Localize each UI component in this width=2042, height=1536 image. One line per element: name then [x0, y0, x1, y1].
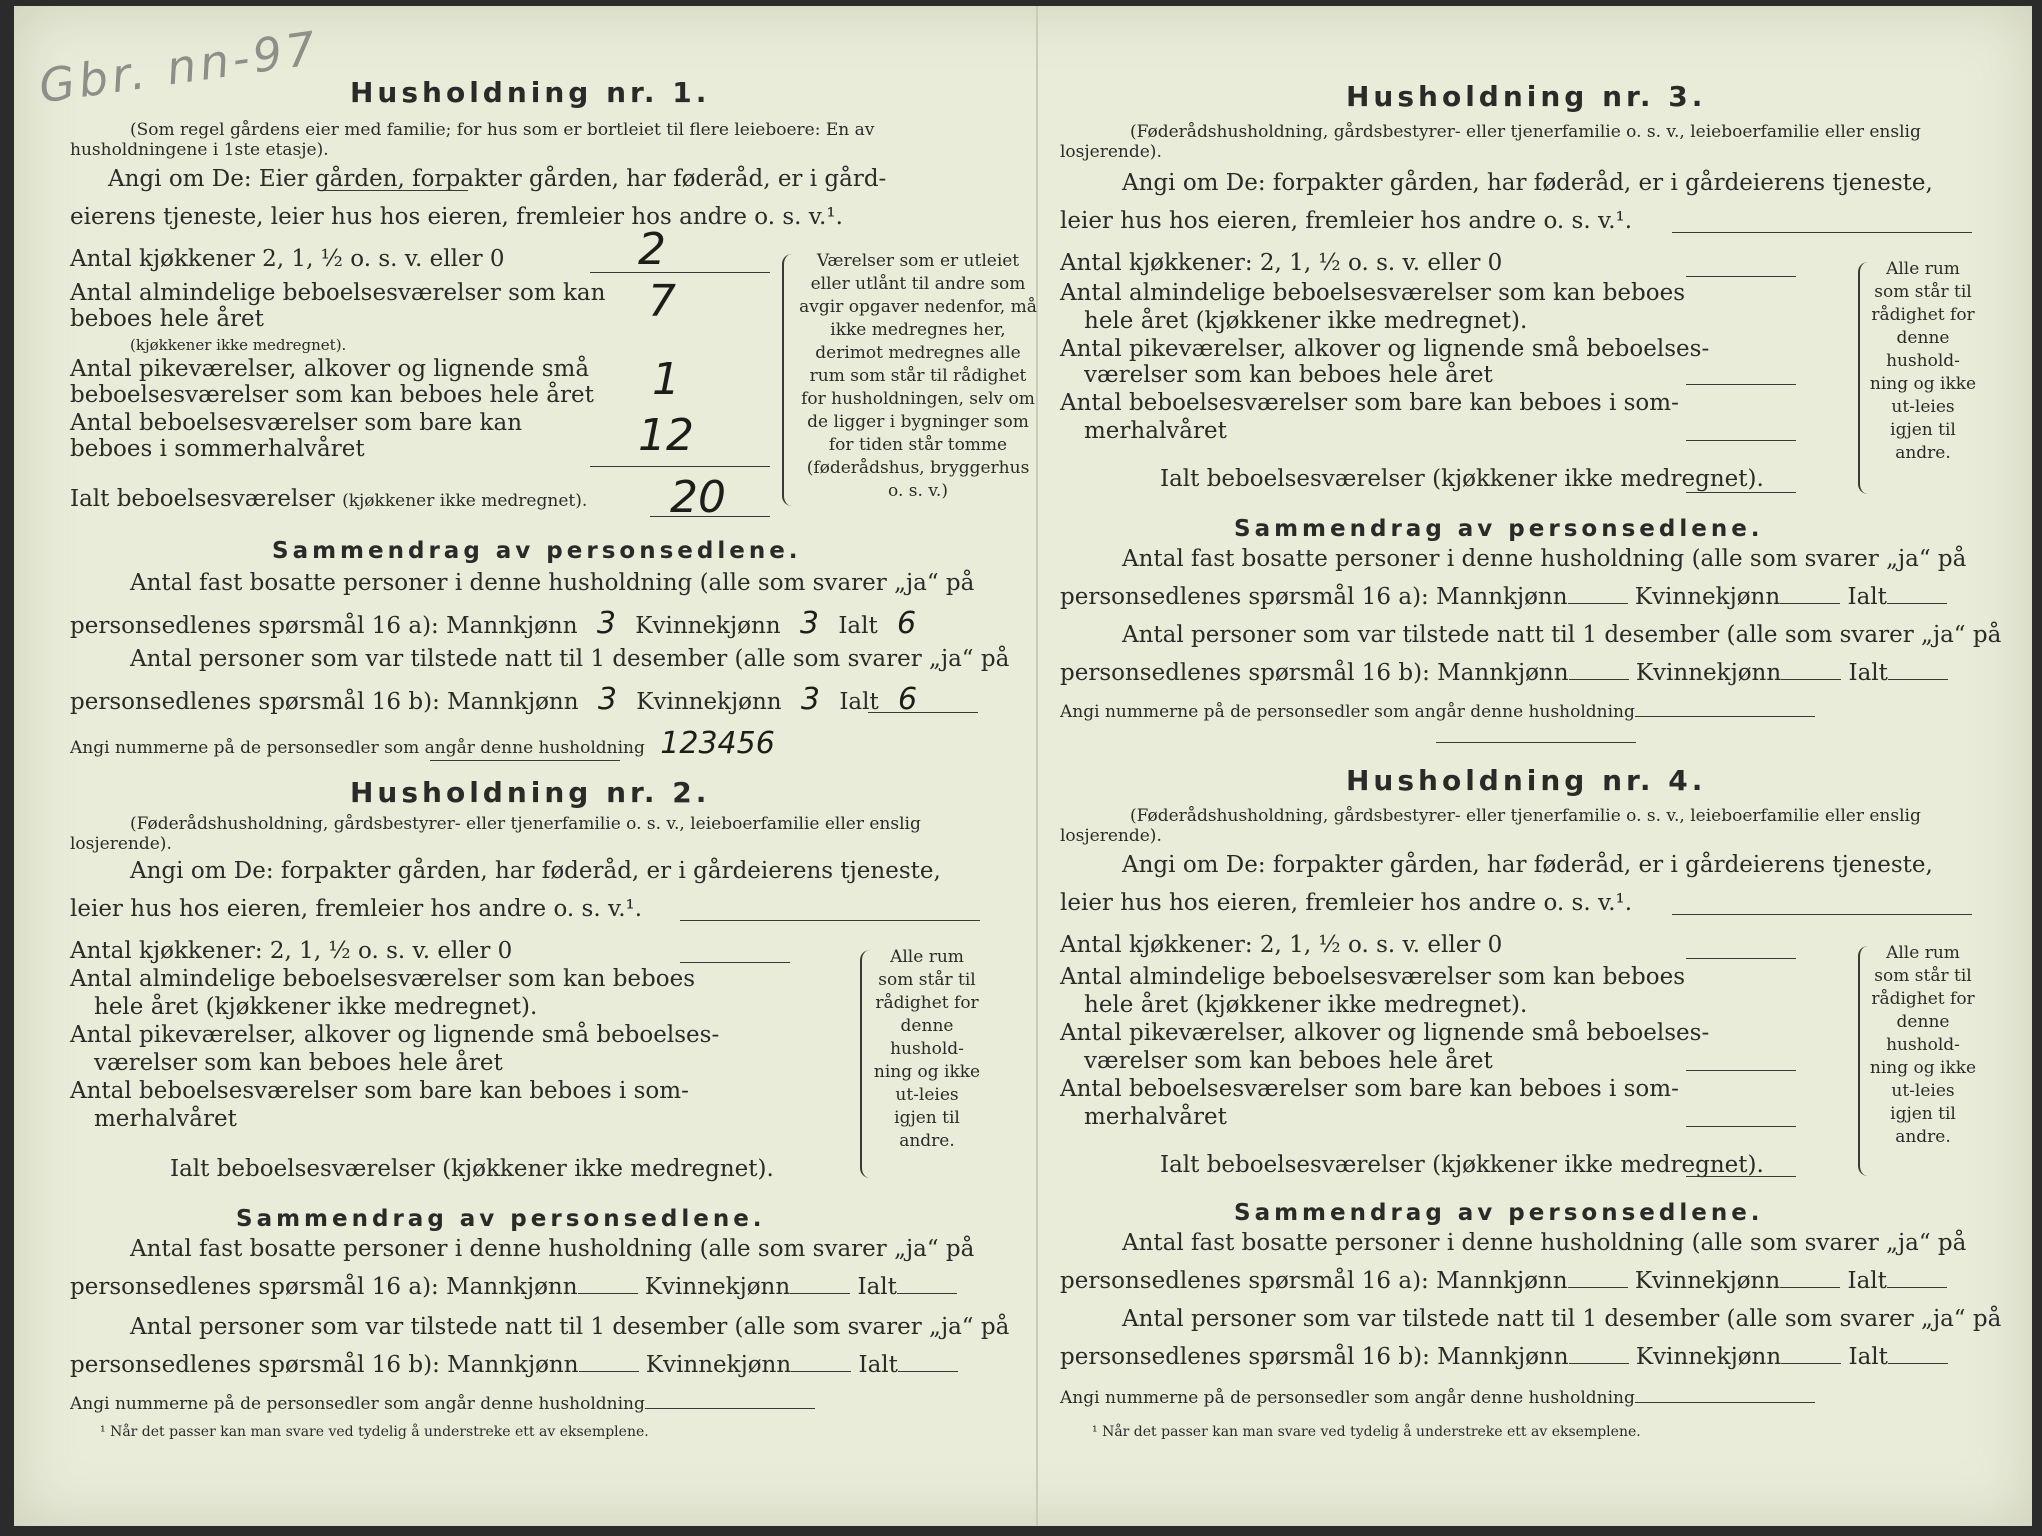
h4-summer-rooms-a: Antal beboelsesværelser som bare kan beboes i som- — [1060, 1076, 1679, 1102]
h4-ordinary-rooms-b: hele året (kjøkkener ikke medregnet). — [1084, 992, 1528, 1018]
h1-fast-line-2: personsedlenes spørsmål 16 a): Mannkjønn 3 Kvinnekjønn 3 Ialt 6 — [70, 606, 917, 641]
h1-total-rooms-label: Ialt beboelsesværelser (kjøkkener ikke medregnet). — [70, 486, 588, 512]
h4-kitchens-label: Antal kjøkkener: 2, 1, ½ o. s. v. eller 0 — [1060, 932, 1503, 958]
h1-total-rooms-value: 20 — [670, 472, 726, 523]
h2-total-rooms: Ialt beboelsesværelser (kjøkkener ikke medregnet). — [170, 1156, 774, 1182]
h1-ordinary-rooms-value: 7 — [648, 276, 676, 327]
h2-small-rooms-b: værelser som kan beboes hele året — [94, 1050, 503, 1076]
h2-summary-title: Sammendrag av personsedlene. — [236, 1206, 766, 1232]
h4-side-note: Alle rum som står til rådighet for denne hushold-ning og ikke ut-leies igjen til andre. — [1869, 943, 1977, 1147]
h4-present-line-2: personsedlenes spørsmål 16 b): Mannkjønn Kvinnekjønn Ialt — [1060, 1344, 1948, 1370]
household-2-angi-line-1: Angi om De: forpakter gården, har føderåd, er i gårdeierens tjeneste, — [130, 858, 941, 884]
household-1-note: (Som regel gårdens eier med familie; for hus som er bortleiet til flere leieboere: En av husholdningene i 1ste etasje). — [70, 120, 875, 160]
h4-total-rooms: Ialt beboelsesværelser (kjøkkener ikke medregnet). — [1160, 1152, 1764, 1178]
h1-kitchens-value: 2 — [638, 224, 666, 275]
household-2-title: Husholdning nr. 2. — [350, 776, 711, 809]
household-1-title: Husholdning nr. 1. — [350, 76, 711, 109]
h3-kitchens-label: Antal kjøkkener: 2, 1, ½ o. s. v. eller 0 — [1060, 250, 1503, 276]
h4-numbers-label: Angi nummerne på de personsedler som angår denne husholdning — [1060, 1388, 1815, 1408]
h3-ordinary-rooms-b: hele året (kjøkkener ikke medregnet). — [1084, 308, 1528, 334]
page-fold — [1036, 6, 1038, 1526]
h1-summary-title: Sammendrag av personsedlene. — [272, 538, 802, 564]
h3-side-note: Alle rum som står til rådighet for denne hushold-ning og ikke ut-leies igjen til andre. — [1869, 259, 1977, 463]
right-footnote: ¹ Når det passer kan man svare ved tydelig å understreke ett av eksemplene. — [1092, 1424, 1641, 1440]
h1-small-rooms-value: 1 — [652, 354, 680, 405]
household-3-angi-line-2: leier hus hos eieren, fremleier hos andre o. s. v.¹. — [1060, 208, 1633, 234]
h3-small-rooms-a: Antal pikeværelser, alkover og lignende små beboelses- — [1060, 336, 1710, 362]
h1-side-note: Værelser som er utleiet eller utlånt til andre som avgir opgaver nedenfor, må ikke medregnes her, derimot medregnes alle rum som står til rådighet for husholdningen, selv om de ligger i bygninger som for tiden står tomme (føderådshus, bryggerhus o. s. v.) — [799, 251, 1037, 501]
h2-present-line-1: Antal personer som var tilstede natt til 1 desember (alle som svarer „ja“ på — [130, 1314, 1010, 1340]
h2-side-note: Alle rum som står til rådighet for denne hushold-ning og ikke ut-leies igjen til andre. — [873, 947, 981, 1151]
h3-summer-rooms-a: Antal beboelsesværelser som bare kan beboes i som- — [1060, 390, 1679, 416]
h4-fast-line-2: personsedlenes spørsmål 16 a): Mannkjønn Kvinnekjønn Ialt — [1060, 1268, 1947, 1294]
h3-fast-line-1: Antal fast bosatte personer i denne husholdning (alle som svarer „ja“ på — [1122, 546, 1967, 572]
h2-present-line-2: personsedlenes spørsmål 16 b): Mannkjønn Kvinnekjønn Ialt — [70, 1352, 958, 1378]
h1-small-rooms-label: Antal pikeværelser, alkover og lignende små beboelsesværelser som kan beboes hele året — [70, 356, 594, 408]
h3-summary-title: Sammendrag av personsedlene. — [1234, 516, 1764, 542]
h2-ordinary-rooms-a: Antal almindelige beboelsesværelser som kan beboes — [70, 966, 696, 992]
left-footnote: ¹ Når det passer kan man svare ved tydelig å understreke ett av eksemplene. — [100, 1424, 649, 1440]
h1-kitchens-label: Antal kjøkkener 2, 1, ½ o. s. v. eller 0 — [70, 246, 505, 272]
h1-ordinary-rooms-label: Antal almindelige beboelsesværelser som kan beboes hele året — [70, 280, 606, 332]
household-4-note: (Føderådshusholdning, gårdsbestyrer- eller tjenerfamilie o. s. v., leieboerfamilie eller enslig losjerende). — [1060, 806, 1921, 846]
h1-fast-line-1: Antal fast bosatte personer i denne husholdning (alle som svarer „ja“ på — [130, 570, 975, 596]
h4-summary-title: Sammendrag av personsedlene. — [1234, 1200, 1764, 1226]
h3-present-line-1: Antal personer som var tilstede natt til 1 desember (alle som svarer „ja“ på — [1122, 622, 2002, 648]
h4-small-rooms-a: Antal pikeværelser, alkover og lignende små beboelses- — [1060, 1020, 1710, 1046]
h2-small-rooms-a: Antal pikeværelser, alkover og lignende små beboelses- — [70, 1022, 720, 1048]
h3-total-rooms: Ialt beboelsesværelser (kjøkkener ikke medregnet). — [1160, 466, 1764, 492]
h4-ordinary-rooms-a: Antal almindelige beboelsesværelser som kan beboes — [1060, 964, 1686, 990]
household-4-angi-line-2: leier hus hos eieren, fremleier hos andre o. s. v.¹. — [1060, 890, 1633, 916]
h4-small-rooms-b: værelser som kan beboes hele året — [1084, 1048, 1493, 1074]
h3-numbers-label: Angi nummerne på de personsedler som angår denne husholdning — [1060, 702, 1815, 722]
h3-fast-line-2: personsedlenes spørsmål 16 a): Mannkjønn Kvinnekjønn Ialt — [1060, 584, 1947, 610]
h1-summer-rooms-label: Antal beboelsesværelser som bare kan beboes i sommerhalvåret — [70, 410, 523, 462]
h1-ordinary-rooms-sub: (kjøkkener ikke medregnet). — [130, 336, 347, 354]
h4-summer-rooms-b: merhalvåret — [1084, 1104, 1227, 1130]
h2-numbers-label: Angi nummerne på de personsedler som angår denne husholdning — [70, 1394, 815, 1414]
household-4-angi-line-1: Angi om De: forpakter gården, har føderåd, er i gårdeierens tjeneste, — [1122, 852, 1933, 878]
h3-present-line-2: personsedlenes spørsmål 16 b): Mannkjønn Kvinnekjønn Ialt — [1060, 660, 1948, 686]
household-4-title: Husholdning nr. 4. — [1346, 764, 1707, 797]
h2-ordinary-rooms-b: hele året (kjøkkener ikke medregnet). — [94, 994, 538, 1020]
h3-ordinary-rooms-a: Antal almindelige beboelsesværelser som kan beboes — [1060, 280, 1686, 306]
h1-summer-rooms-value: 12 — [638, 410, 694, 461]
h2-summer-rooms-b: merhalvåret — [94, 1106, 237, 1132]
h2-fast-line-1: Antal fast bosatte personer i denne husholdning (alle som svarer „ja“ på — [130, 1236, 975, 1262]
h2-fast-line-2: personsedlenes spørsmål 16 a): Mannkjønn Kvinnekjønn Ialt — [70, 1274, 957, 1300]
h4-present-line-1: Antal personer som var tilstede natt til 1 desember (alle som svarer „ja“ på — [1122, 1306, 2002, 1332]
h1-numbers-label: Angi nummerne på de personsedler som angår denne husholdning 123456 — [70, 726, 775, 761]
h2-summer-rooms-a: Antal beboelsesværelser som bare kan beboes i som- — [70, 1078, 689, 1104]
h4-fast-line-1: Antal fast bosatte personer i denne husholdning (alle som svarer „ja“ på — [1122, 1230, 1967, 1256]
household-1-angi-line-2: eierens tjeneste, leier hus hos eieren, fremleier hos andre o. s. v.¹. — [70, 204, 843, 230]
h2-kitchens-label: Antal kjøkkener: 2, 1, ½ o. s. v. eller 0 — [70, 938, 513, 964]
household-2-note: (Føderådshusholdning, gårdsbestyrer- eller tjenerfamilie o. s. v., leieboerfamilie eller enslig losjerende). — [70, 814, 921, 854]
household-3-angi-line-1: Angi om De: forpakter gården, har føderåd, er i gårdeierens tjeneste, — [1122, 170, 1933, 196]
household-3-note: (Føderådshusholdning, gårdsbestyrer- eller tjenerfamilie o. s. v., leieboerfamilie eller enslig losjerende). — [1060, 122, 1921, 162]
h1-present-line-1: Antal personer som var tilstede natt til 1 desember (alle som svarer „ja“ på — [130, 646, 1010, 672]
household-1-angi-line-1: Angi om De: Eier gården, forpakter gården, har føderåd, er i gård- — [108, 166, 887, 192]
corner-pencil-marks: Gbr. nn-97 — [35, 20, 323, 114]
household-2-angi-line-2: leier hus hos eieren, fremleier hos andre o. s. v.¹. — [70, 896, 643, 922]
household-3-title: Husholdning nr. 3. — [1346, 80, 1707, 113]
h1-present-line-2: personsedlenes spørsmål 16 b): Mannkjønn 3 Kvinnekjønn 3 Ialt 6 — [70, 682, 918, 717]
h3-small-rooms-b: værelser som kan beboes hele året — [1084, 362, 1493, 388]
h3-summer-rooms-b: merhalvåret — [1084, 418, 1227, 444]
